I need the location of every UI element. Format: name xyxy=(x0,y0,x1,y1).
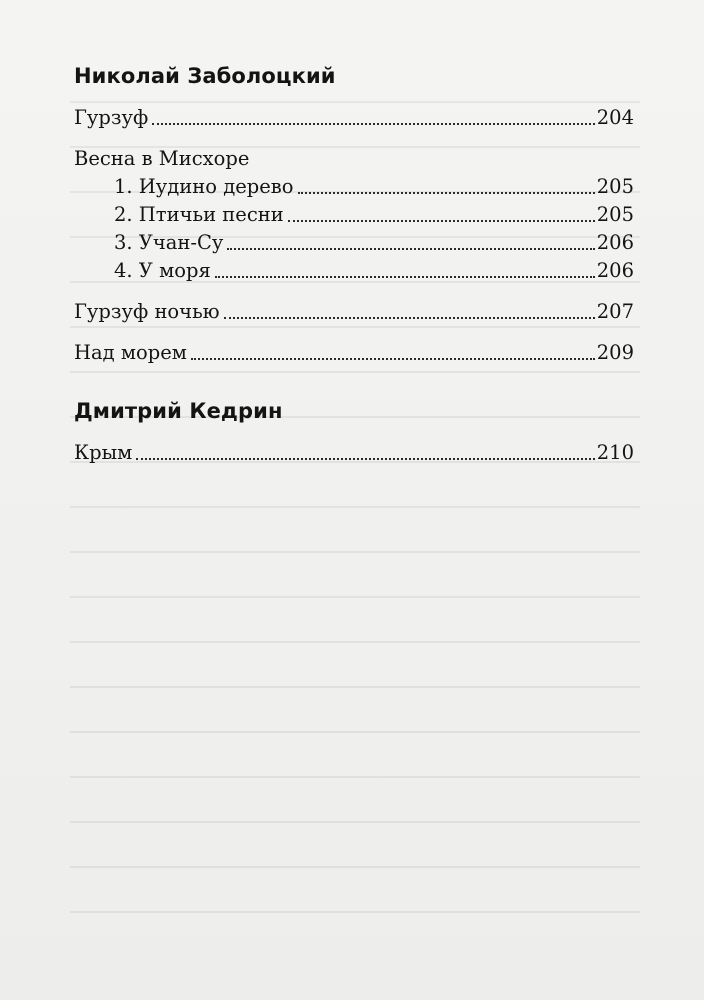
cycle-title: Весна в Мисхоре xyxy=(74,147,250,170)
author-heading-zabolotsky: Николай Заболоцкий xyxy=(74,64,336,88)
toc-entry-page: 209 xyxy=(596,341,634,364)
toc-entry-title: 2. Птичьи песни xyxy=(114,203,284,226)
dot-leader xyxy=(152,123,595,125)
toc-sub-entry xyxy=(74,173,634,201)
toc-entry-title: Над морем xyxy=(74,341,187,364)
toc-entry-title: 3. Учан-Су xyxy=(114,231,224,254)
toc-entry-page: 205 xyxy=(596,203,634,226)
toc-entry-title: Гурзуф xyxy=(74,106,149,129)
toc-entry-page: 204 xyxy=(596,106,634,129)
author-heading-kedrin: Дмитрий Кедрин xyxy=(74,399,283,423)
toc-entry-title: Крым xyxy=(74,441,133,464)
toc-entry xyxy=(74,339,634,367)
dot-leader xyxy=(191,358,595,360)
toc-entry-page: 210 xyxy=(596,441,634,464)
dot-leader xyxy=(224,317,595,319)
toc-sub-entry xyxy=(74,229,634,257)
toc-entry-title: 1. Иудино дерево xyxy=(114,175,294,198)
dot-leader xyxy=(136,458,595,460)
toc-entry-page: 206 xyxy=(596,231,634,254)
toc-sub-entry xyxy=(74,257,634,285)
toc-entry-page: 205 xyxy=(596,175,634,198)
toc-entry xyxy=(74,439,634,467)
table-of-contents xyxy=(74,62,634,467)
dot-leader xyxy=(288,220,595,222)
toc-entry-page: 207 xyxy=(596,300,634,323)
dot-leader xyxy=(227,248,594,250)
toc-entry-title: 4. У моря xyxy=(114,259,211,282)
toc-entry-title: Гурзуф ночью xyxy=(74,300,220,323)
dot-leader xyxy=(298,192,595,194)
toc-entry xyxy=(74,104,634,132)
toc-entry xyxy=(74,298,634,326)
dot-leader xyxy=(215,276,595,278)
toc-entry-page: 206 xyxy=(596,259,634,282)
toc-sub-entry xyxy=(74,201,634,229)
